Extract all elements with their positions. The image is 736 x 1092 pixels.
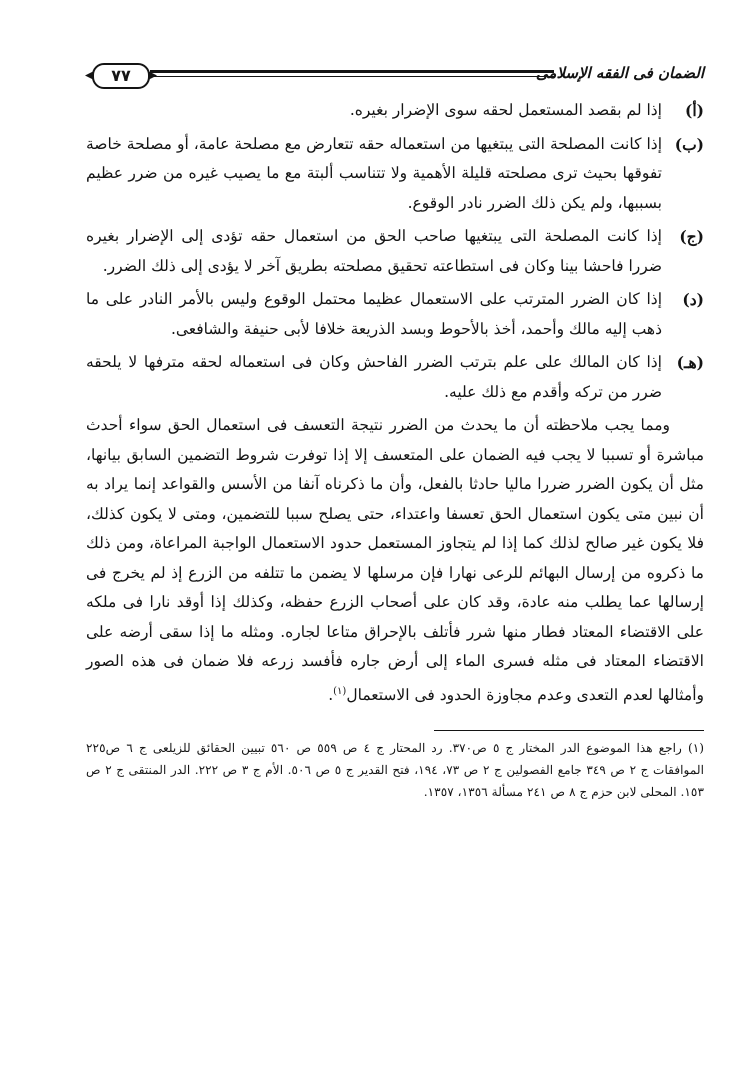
list-item bbox=[86, 96, 704, 126]
running-title: الضمان فى الفقه الإسلامى bbox=[535, 64, 704, 82]
body-paragraph bbox=[86, 411, 704, 710]
list-item bbox=[86, 348, 704, 407]
list-item bbox=[86, 222, 704, 281]
book-page bbox=[86, 52, 704, 803]
header-rule-thick bbox=[150, 70, 554, 73]
page-number: ٧٧ bbox=[92, 63, 150, 89]
footnote: (١) راجع هذا الموضوع الدر المختار ج ٥ ص٣٧٠. رد المحتار ج ٤ ص ٥٥٩ ص ٥٦٠ تبيين الحقائق للزيلعى ج ٦ ص٢٢٥ الموافقات ج ٢ ص ٣٤٩ جامع الفصولين ج ٢ ص ٧٣، ١٩٤، فتح القدير ج ٥ ص ٥٠٦. الأم ج ٣ ص ٢٢٢. الدر المنتقى ج ٢ ص ١٥٣. المحلى لابن حزم ج ٨ ص ٢٤١ مسألة ١٣٥٦، ١٣٥٧. bbox=[86, 741, 705, 800]
paragraph-end: . bbox=[328, 685, 334, 704]
paragraph-text: ومما يجب ملاحظته أن ما يحدث من الضرر نتيجة التعسف فى استعمال الحق سواء أحدث مباشرة أو تسببا لا يجب فيه الضمان على المتعسف إلا إذا توفرت شروط التضمين السابق بيانها، مثل أن يكون الضرر ضررا ماليا حادثا بالفعل، وأن ما ذكرناه آنفا من الأسس والقواعد إنما يراد به أن نبين متى يكون استعمال الحق تعسفا واعتداء، حتى يصلح سببا للتضمين، ومتى لا يكون كذلك، فلا يكون غير صالح لذلك كما إذا لم يتجاوز المستعمل حدود الاستعمال الواجبة المراعاة، ومن ذلك ما ذكروه من إرسال البهائم للرعى نهارا فإن مرسلها لا يضمن ما تتلفه من الزرع إذ لم يخرج فى إرسالها عما يطلب منه عادة، وقد كان على أصحاب الزرع حفظه، وكذلك إذا أوقد نارا فى ملكه على الاقتضاء المعتاد فطار منها شرر فأتلف بالإحراق متاعا لجاره. ومثله ما إذا سقى أرضه على الاقتضاء المعتاد فى مثله فسرى الماء إلى أرض جاره فأفسد زرعه فلا ضمان فى هذه الصور وأمثالها لعدم التعدى وعدم مجاوزة الحدود فى الاستعمال bbox=[86, 416, 704, 704]
item-marker: (هـ) bbox=[676, 353, 704, 372]
item-text: إذا كان الضرر المترتب على الاستعمال عظيما محتمل الوقوع وليس بالأمر النادر على ما ذهب إليه مالك وأحمد، أخذ بالأحوط وبسد الذريعة خلافا لأبى حنيفة والشافعى. bbox=[86, 290, 662, 338]
list-item bbox=[86, 130, 704, 219]
main-text bbox=[86, 96, 704, 710]
item-marker: (ب) bbox=[674, 134, 704, 154]
item-marker: (ج) bbox=[679, 227, 704, 246]
footnote-reference: (١) bbox=[333, 685, 347, 697]
item-marker: (د) bbox=[682, 290, 704, 309]
item-text: إذا كانت المصلحة التى يبتغيها صاحب الحق من استعمال حقه تؤدى إلى الإضرار بغيره ضررا فاحشا بينا وكان فى استطاعته تحقيق مصلحته بطريق آخر لا يؤدى إلى ذلك الضرر. bbox=[86, 227, 662, 275]
page-header bbox=[86, 52, 704, 96]
item-marker: (أ) bbox=[685, 101, 704, 120]
footnote-rule bbox=[434, 730, 704, 731]
list-item bbox=[86, 285, 704, 344]
header-rule-thin bbox=[150, 76, 554, 77]
item-text: إذا كان المالك على علم بترتب الضرر الفاحش وكان فى استعماله لحقه مترفها لا يلحقه ضرر من تركه وأقدم مع ذلك عليه. bbox=[86, 353, 662, 401]
item-text: إذا كانت المصلحة التى يبتغيها من استعماله حقه تتعارض مع مصلحة عامة، أو مصلحة خاصة تفوقها بحيث ترى مصلحته قليلة الأهمية ولا تتناسب ألبتة مع ما يصيب غيره من ضرر عظيم بسببها، ولم يكن ذلك الضرر نادر الوقوع. bbox=[86, 134, 662, 212]
item-text: إذا لم بقصد المستعمل لحقه سوى الإضرار بغيره. bbox=[349, 101, 662, 119]
